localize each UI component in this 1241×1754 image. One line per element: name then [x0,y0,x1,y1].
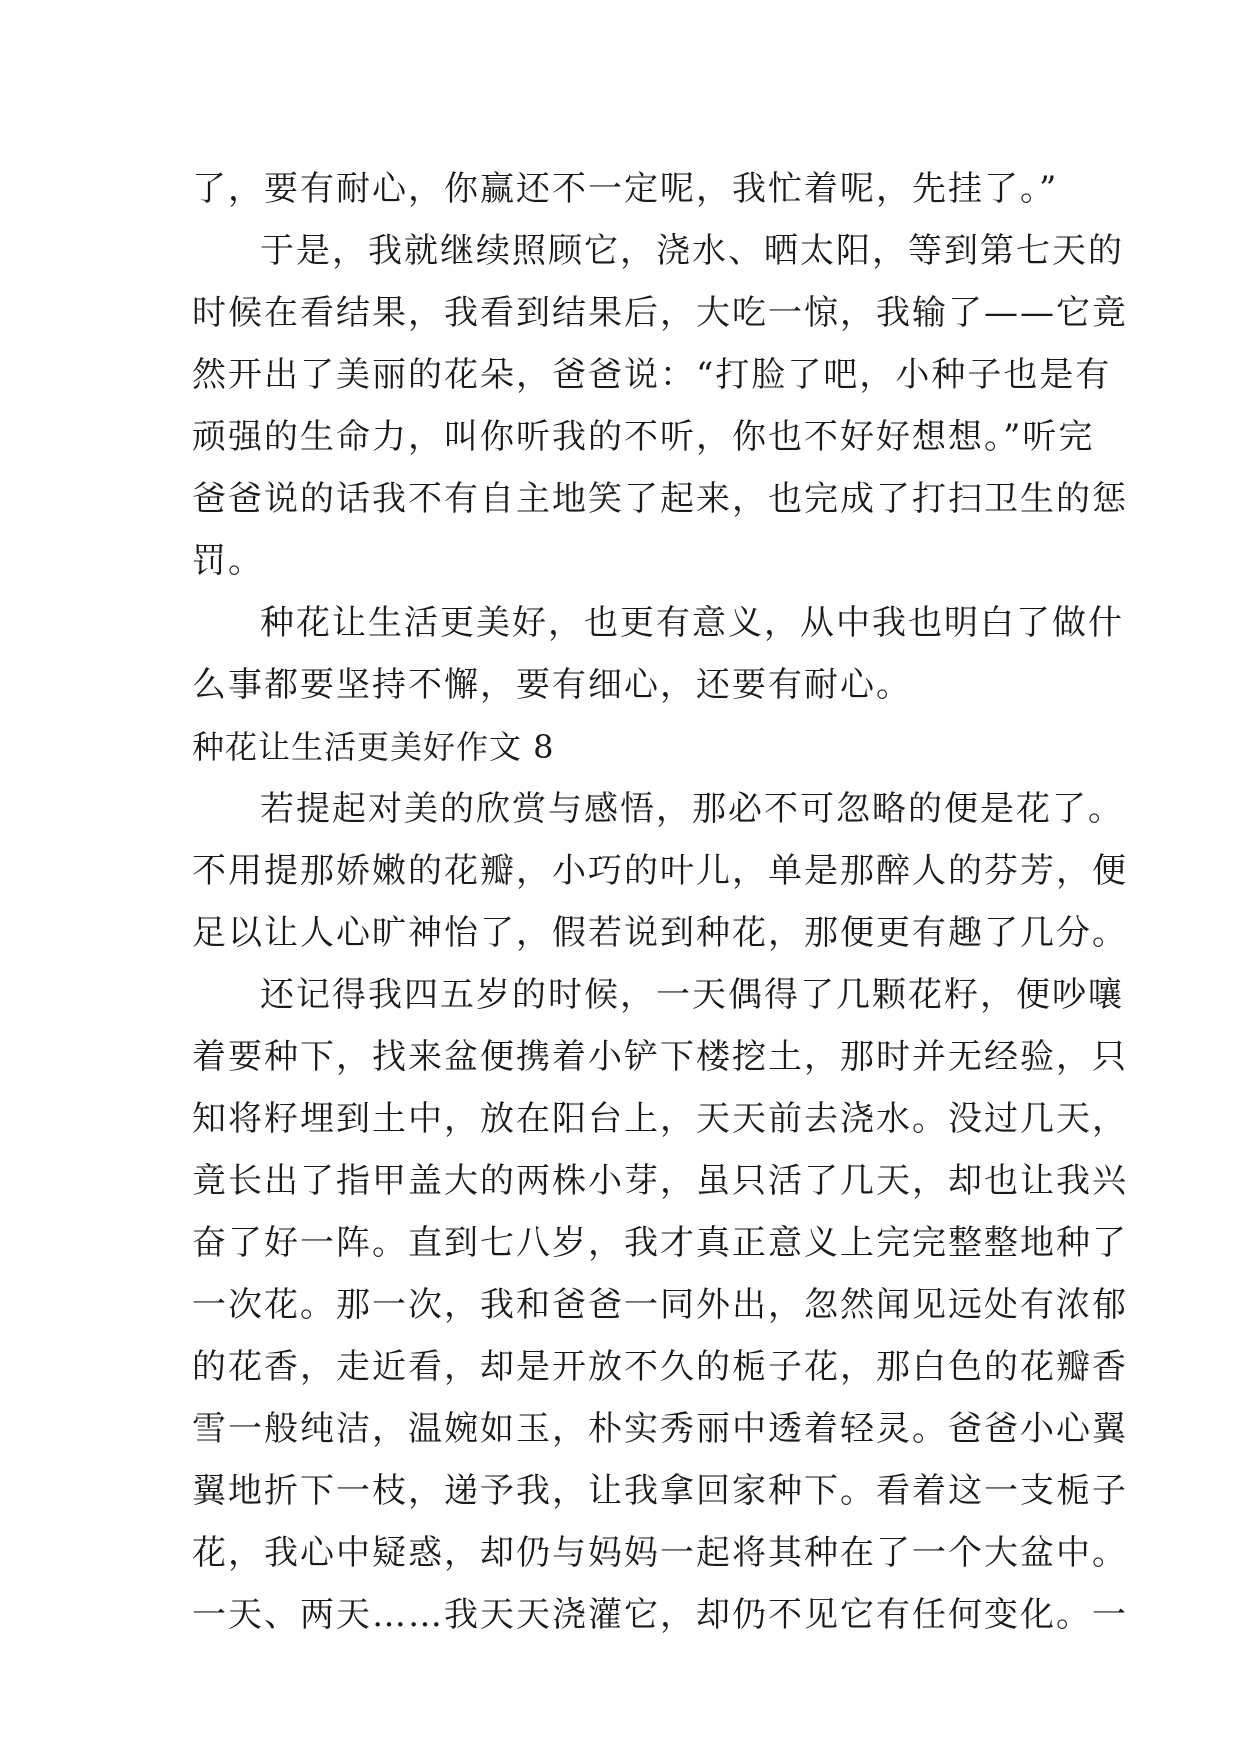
text-line: 一次花。那一次，我和爸爸一同外出，忽然闻见远处有浓郁 [192,1285,1128,1325]
text-line: 翼地折下一枝，递予我，让我拿回家种下。看着这一支栀子 [192,1471,1128,1511]
text-line: 了，要有耐心，你赢还不一定呢，我忙着呢，先挂了。” [192,169,1059,209]
text-line: 罚。 [192,541,264,581]
text-line: 的花香，走近看，却是开放不久的栀子花，那白色的花瓣香 [192,1347,1128,1387]
paragraph-continuation [192,158,1062,220]
text-line: 着要种下，找来盆便携着小铲下楼挖土，那时并无经验，只 [192,1037,1128,1077]
text-line: 爸爸说的话我不有自主地笑了起来，也完成了打扫卫生的惩 [192,479,1128,519]
paragraph [192,592,1124,716]
text-line: 雪一般纯洁，温婉如玉，朴实秀丽中透着轻灵。爸爸小心翼 [192,1409,1128,1449]
text-line: 一天、两天……我天天浇灌它，却仍不见它有任何变化。一 [192,1595,1128,1635]
text-line: 竟长出了指甲盖大的两株小芽，虽只活了几天，却也让我兴 [192,1161,1128,1201]
text-line: 于是，我就继续照顾它，浇水、晒太阳，等到第七天的 [260,231,1124,271]
text-line: 花，我心中疑惑，却仍与妈妈一起将其种在了一个大盆中。 [192,1533,1128,1573]
paragraph [192,778,1128,964]
text-line: 不用提那娇嫩的花瓣，小巧的叶儿，单是那醉人的芬芳，便 [192,851,1128,891]
essay-heading: 种花让生活更美好作文 8 [192,728,555,766]
text-line: 种花让生活更美好，也更有意义，从中我也明白了做什 [260,603,1124,643]
text-line: 足以让人心旷神怡了，假若说到种花，那便更有趣了几分。 [192,913,1128,953]
text-line: 么事都要坚持不懈，要有细心，还要有耐心。 [192,665,912,705]
text-line: 知将籽埋到土中，放在阳台上，天天前去浇水。没过几天， [192,1099,1128,1139]
text-line: 时候在看结果，我看到结果后，大吃一惊，我输了——它竟 [192,293,1128,333]
text-line: 奋了好一阵。直到七八岁，我才真正意义上完完整整地种了 [192,1223,1128,1263]
text-line: 若提起对美的欣赏与感悟，那必不可忽略的便是花了。 [260,789,1124,829]
text-line: 然开出了美丽的花朵，爸爸说：“打脸了吧，小种子也是有 [192,355,1112,395]
text-line: 还记得我四五岁的时候，一天偶得了几颗花籽，便吵嚷 [260,975,1124,1015]
paragraph [192,220,1128,592]
text-line: 顽强的生命力，叫你听我的不听，你也不好好想想。”听完 [192,417,1095,457]
document-body [192,158,1128,1646]
paragraph [192,964,1128,1646]
